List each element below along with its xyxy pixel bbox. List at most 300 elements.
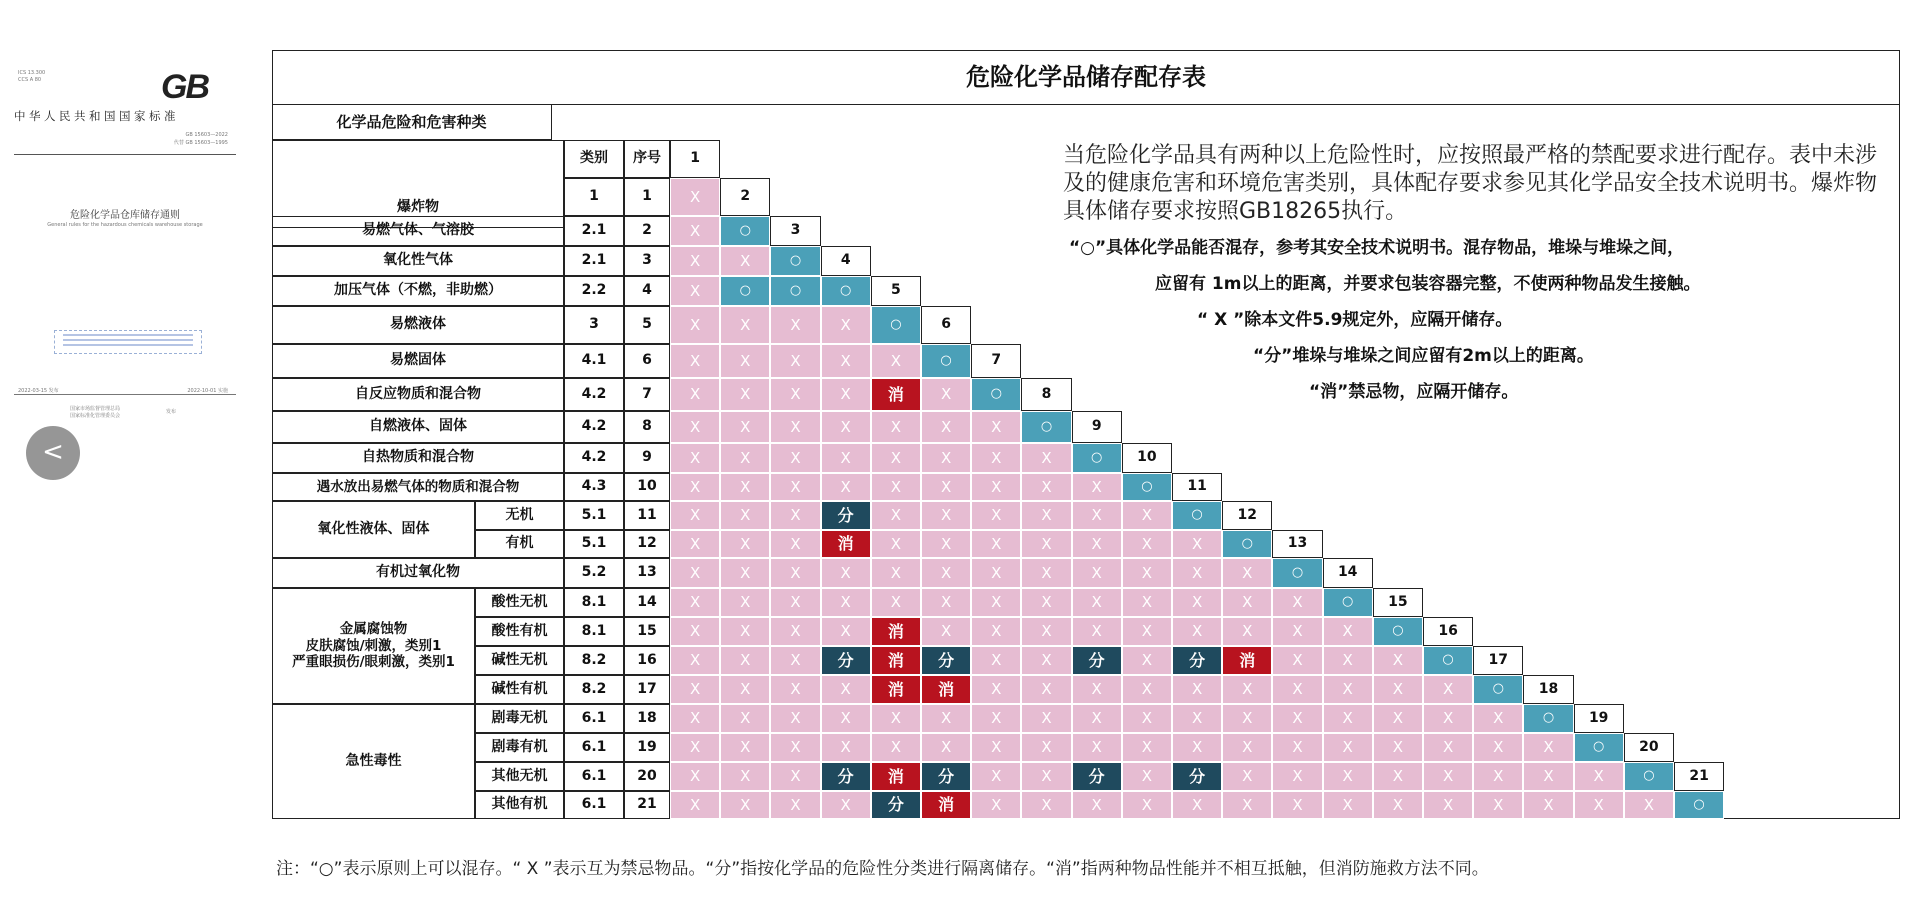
- cell-forbidden: X: [1323, 617, 1373, 646]
- cell-forbidden: X: [1021, 530, 1071, 558]
- cell-forbidden: X: [921, 588, 971, 617]
- issuer-1: 国家市场监督管理总局: [70, 406, 121, 412]
- sub-organic: 有机: [475, 530, 564, 558]
- cell-forbidden: X: [821, 733, 871, 762]
- sub-acid-organic: 酸性有机: [475, 617, 564, 646]
- seq-cell: 21: [624, 791, 670, 819]
- class-cell: 2.1: [564, 246, 624, 276]
- cell-forbidden: X: [821, 704, 871, 733]
- cell-forbidden: X: [1072, 530, 1122, 558]
- cell-forbidden: X: [1272, 588, 1322, 617]
- replaces-code: 代替 GB 15603—1995: [173, 140, 228, 146]
- category-flammable-gas: 易燃气体、气溶胶: [272, 216, 564, 246]
- cell-forbidden: X: [720, 588, 770, 617]
- cell-forbidden: X: [1172, 588, 1222, 617]
- sub-base-inorganic: 碱性无机: [475, 646, 564, 675]
- cell-forbidden: X: [1021, 646, 1071, 675]
- seq-cell: 17: [624, 675, 670, 704]
- cell-mixable: ○: [1272, 558, 1322, 588]
- seq-cell: 2: [624, 216, 670, 246]
- gb-logo: GB: [161, 68, 208, 106]
- column-number: 21: [1674, 762, 1724, 791]
- cell-forbidden: X: [921, 704, 971, 733]
- cell-forbidden: X: [1172, 558, 1222, 588]
- cell-forbidden: X: [670, 276, 720, 306]
- cell-forbidden: X: [1072, 617, 1122, 646]
- previous-button[interactable]: <: [26, 426, 80, 480]
- category-organic-peroxide: 有机过氧化物: [272, 558, 564, 588]
- cell-forbidden: X: [871, 411, 921, 443]
- cell-forbidden: X: [1172, 530, 1222, 558]
- cell-forbidden: X: [1172, 791, 1222, 819]
- issue-word: 发布: [166, 409, 177, 415]
- cell-forbidden: X: [1072, 501, 1122, 530]
- cell-forbidden: X: [821, 378, 871, 411]
- cell-forbidden: X: [971, 704, 1021, 733]
- column-number: 7: [971, 344, 1021, 378]
- cell-fire-diff: 消: [821, 530, 871, 558]
- cell-forbidden: X: [1423, 733, 1473, 762]
- cell-forbidden: X: [770, 344, 820, 378]
- sub-highly-toxic-inorganic: 剧毒无机: [475, 704, 564, 733]
- seq-cell: 16: [624, 646, 670, 675]
- cell-forbidden: X: [1222, 617, 1272, 646]
- cell-mixable: ○: [1373, 617, 1423, 646]
- cell-forbidden: X: [1021, 617, 1071, 646]
- cell-forbidden: X: [670, 246, 720, 276]
- sub-other-inorganic: 其他无机: [475, 762, 564, 791]
- cell-forbidden: X: [921, 411, 971, 443]
- cell-forbidden: X: [1122, 646, 1172, 675]
- issuer-2: 国家标准化管理委员会: [70, 413, 121, 419]
- cell-forbidden: X: [1323, 704, 1373, 733]
- column-header-seq: 序号: [624, 140, 670, 178]
- category-flammable-solid: 易燃固体: [272, 344, 564, 378]
- group-acute-toxicity: 急性毒性: [272, 704, 475, 819]
- column-number: 2: [720, 178, 770, 216]
- cell-forbidden: X: [770, 704, 820, 733]
- cell-forbidden: X: [670, 791, 720, 819]
- cell-forbidden: X: [821, 675, 871, 704]
- class-cell: 4.3: [564, 473, 624, 501]
- cell-forbidden: X: [921, 530, 971, 558]
- class-cell: 8.2: [564, 675, 624, 704]
- sub-acid-inorganic: 酸性无机: [475, 588, 564, 617]
- cell-forbidden: X: [1122, 530, 1172, 558]
- standard-name: 中华人民共和国国家标准: [14, 109, 179, 123]
- cell-forbidden: X: [670, 378, 720, 411]
- cell-separate: 分: [1172, 646, 1222, 675]
- cell-forbidden: X: [670, 443, 720, 473]
- cell-forbidden: X: [921, 473, 971, 501]
- cell-forbidden: X: [720, 675, 770, 704]
- seq-cell: 15: [624, 617, 670, 646]
- cell-forbidden: X: [1222, 558, 1272, 588]
- cell-fire-diff: 消: [921, 675, 971, 704]
- cell-forbidden: X: [670, 306, 720, 344]
- category-self-heating: 自热物质和混合物: [272, 443, 564, 473]
- cell-forbidden: X: [670, 733, 720, 762]
- cell-forbidden: X: [720, 501, 770, 530]
- cell-forbidden: X: [871, 501, 921, 530]
- class-cell: 6.1: [564, 704, 624, 733]
- cell-forbidden: X: [1122, 791, 1172, 819]
- cell-forbidden: X: [821, 558, 871, 588]
- note-o-cont: 应留有 1m以上的距离，并要求包装容器完整，不使两种物品发生接触。: [1155, 274, 1701, 294]
- column-number: 17: [1473, 646, 1523, 675]
- cell-forbidden: X: [670, 178, 720, 216]
- cell-separate: 分: [921, 646, 971, 675]
- column-number: 9: [1072, 411, 1122, 443]
- cell-forbidden: X: [720, 473, 770, 501]
- cell-mixable: ○: [971, 378, 1021, 411]
- cell-forbidden: X: [971, 675, 1021, 704]
- cell-forbidden: X: [770, 733, 820, 762]
- cell-forbidden: X: [670, 558, 720, 588]
- table-title: 危险化学品储存配存表: [272, 50, 1900, 105]
- cell-forbidden: X: [670, 588, 720, 617]
- cell-forbidden: X: [921, 733, 971, 762]
- column-number: 14: [1323, 558, 1373, 588]
- cell-mixable: ○: [770, 276, 820, 306]
- cell-separate: 分: [921, 762, 971, 791]
- class-cell: 6.1: [564, 733, 624, 762]
- cell-forbidden: X: [720, 733, 770, 762]
- cell-forbidden: X: [1373, 675, 1423, 704]
- cell-mixable: ○: [1323, 588, 1373, 617]
- cell-forbidden: X: [871, 443, 921, 473]
- cell-forbidden: X: [720, 791, 770, 819]
- cell-forbidden: X: [821, 411, 871, 443]
- column-number: 1: [670, 140, 720, 178]
- cell-mixable: ○: [1574, 733, 1624, 762]
- cell-forbidden: X: [1473, 791, 1523, 819]
- category-pressurized-gas: 加压气体（不燃，非助燃）: [272, 276, 564, 306]
- cell-separate: 分: [821, 646, 871, 675]
- cell-forbidden: X: [971, 443, 1021, 473]
- cell-forbidden: X: [871, 733, 921, 762]
- cell-forbidden: X: [1373, 733, 1423, 762]
- cell-forbidden: X: [1272, 762, 1322, 791]
- cell-forbidden: X: [1021, 588, 1071, 617]
- cell-forbidden: X: [1122, 588, 1172, 617]
- cell-forbidden: X: [1021, 704, 1071, 733]
- cell-forbidden: X: [971, 646, 1021, 675]
- cell-forbidden: X: [821, 617, 871, 646]
- cell-forbidden: X: [770, 501, 820, 530]
- cell-forbidden: X: [971, 558, 1021, 588]
- cell-forbidden: X: [1423, 791, 1473, 819]
- cell-forbidden: X: [1222, 762, 1272, 791]
- sub-base-organic: 碱性有机: [475, 675, 564, 704]
- cell-forbidden: X: [921, 617, 971, 646]
- cell-forbidden: X: [670, 216, 720, 246]
- cell-fire-diff: 消: [1222, 646, 1272, 675]
- cell-forbidden: X: [971, 588, 1021, 617]
- cell-forbidden: X: [1272, 733, 1322, 762]
- cell-forbidden: X: [971, 791, 1021, 819]
- cell-forbidden: X: [1072, 704, 1122, 733]
- cell-forbidden: X: [1021, 558, 1071, 588]
- cell-fire-diff: 消: [871, 675, 921, 704]
- pub-date: 2022-03-15 发布: [18, 388, 59, 394]
- class-cell: 8.1: [564, 588, 624, 617]
- cell-forbidden: X: [1172, 704, 1222, 733]
- cell-forbidden: X: [720, 306, 770, 344]
- seq-cell: 10: [624, 473, 670, 501]
- cell-forbidden: X: [770, 378, 820, 411]
- cell-forbidden: X: [1574, 762, 1624, 791]
- class-cell: 4.2: [564, 443, 624, 473]
- cell-forbidden: X: [1072, 675, 1122, 704]
- cell-forbidden: X: [871, 704, 921, 733]
- seq-cell: 12: [624, 530, 670, 558]
- note-o: “○”具体化学品能否混存，参考其安全技术说明书。混存物品，堆垛与堆垛之间，: [1069, 238, 1685, 258]
- cell-forbidden: X: [821, 344, 871, 378]
- seq-cell: 13: [624, 558, 670, 588]
- cell-separate: 分: [821, 762, 871, 791]
- cell-forbidden: X: [821, 473, 871, 501]
- cell-forbidden: X: [670, 530, 720, 558]
- group-oxidizing: 氧化性液体、固体: [272, 501, 475, 558]
- cell-forbidden: X: [1272, 646, 1322, 675]
- class-cell: 5.2: [564, 558, 624, 588]
- seq-cell: 8: [624, 411, 670, 443]
- cell-forbidden: X: [1272, 791, 1322, 819]
- sub-highly-toxic-organic: 剧毒有机: [475, 733, 564, 762]
- column-number: 10: [1122, 443, 1172, 473]
- category-oxidizing-gas: 氧化性气体: [272, 246, 564, 276]
- column-number: 16: [1423, 617, 1473, 646]
- cell-forbidden: X: [1072, 473, 1122, 501]
- cell-forbidden: X: [821, 588, 871, 617]
- cell-forbidden: X: [1473, 704, 1523, 733]
- cell-forbidden: X: [1222, 675, 1272, 704]
- cell-mixable: ○: [1473, 675, 1523, 704]
- note-xiao: “消”禁忌物，应隔开储存。: [1309, 382, 1519, 402]
- group-corrosive: 金属腐蚀物 皮肤腐蚀/刺激，类别1 严重眼损伤/眼刺激，类别1: [272, 588, 475, 704]
- cell-forbidden: X: [670, 675, 720, 704]
- category-pyrophoric: 自燃液体、固体: [272, 411, 564, 443]
- cell-forbidden: X: [821, 791, 871, 819]
- cell-forbidden: X: [1523, 733, 1573, 762]
- cell-forbidden: X: [1323, 791, 1373, 819]
- seq-cell: 14: [624, 588, 670, 617]
- column-number: 19: [1574, 704, 1624, 733]
- cell-forbidden: X: [770, 558, 820, 588]
- cell-forbidden: X: [1272, 617, 1322, 646]
- cell-forbidden: X: [871, 473, 921, 501]
- cell-mixable: ○: [1072, 443, 1122, 473]
- note-x: “ X ”除本文件5.9规定外，应隔开储存。: [1197, 310, 1513, 330]
- category-explosives: 爆炸物: [272, 140, 564, 228]
- cell-forbidden: X: [1021, 762, 1071, 791]
- cell-separate: 分: [1172, 762, 1222, 791]
- cell-forbidden: X: [1574, 791, 1624, 819]
- cell-forbidden: X: [921, 378, 971, 411]
- column-number: 3: [770, 216, 820, 246]
- cell-forbidden: X: [1624, 791, 1674, 819]
- note-fen: “分”堆垛与堆垛之间应留有2m以上的距离。: [1253, 346, 1594, 366]
- seq-cell: 3: [624, 246, 670, 276]
- class-cell: 4.2: [564, 378, 624, 411]
- column-number: 5: [871, 276, 921, 306]
- cell-forbidden: X: [670, 344, 720, 378]
- cell-mixable: ○: [1021, 411, 1071, 443]
- cell-fire-diff: 消: [871, 646, 921, 675]
- cell-mixable: ○: [1423, 646, 1473, 675]
- cell-mixable: ○: [1674, 791, 1724, 819]
- cell-forbidden: X: [720, 704, 770, 733]
- column-number: 12: [1222, 501, 1272, 530]
- cell-forbidden: X: [1222, 791, 1272, 819]
- cell-forbidden: X: [971, 617, 1021, 646]
- class-cell: 3: [564, 306, 624, 344]
- column-header-class: 类别: [564, 140, 624, 178]
- footnote: 注：“○”表示原则上可以混存。“ X ”表示互为禁忌物品。“分”指按化学品的危险性分类进行隔离储存。“消”指两种物品性能并不相互抵触，但消防施救方法不同。: [276, 859, 1489, 879]
- cell-forbidden: X: [1072, 558, 1122, 588]
- cell-forbidden: X: [871, 344, 921, 378]
- class-cell: 4.1: [564, 344, 624, 378]
- class-cell: 4.2: [564, 411, 624, 443]
- cell-forbidden: X: [1021, 501, 1071, 530]
- seq-cell: 5: [624, 306, 670, 344]
- cell-forbidden: X: [1473, 733, 1523, 762]
- cell-forbidden: X: [1021, 791, 1071, 819]
- column-number: 11: [1172, 473, 1222, 501]
- header-label: 化学品危险和危害种类: [272, 105, 552, 140]
- cell-forbidden: X: [720, 530, 770, 558]
- cell-mixable: ○: [720, 216, 770, 246]
- cell-fire-diff: 消: [871, 617, 921, 646]
- cell-forbidden: X: [1122, 733, 1172, 762]
- cell-forbidden: X: [770, 530, 820, 558]
- notes-panel: [1063, 142, 1893, 410]
- cell-mixable: ○: [1523, 704, 1573, 733]
- cell-fire-diff: 消: [871, 378, 921, 411]
- column-number: 15: [1373, 588, 1423, 617]
- cell-forbidden: X: [1021, 443, 1071, 473]
- notes-paragraph: 当危险化学品具有两种以上危险性时，应按照最严格的禁配要求进行配存。表中未涉及的健康危害和环境危害类别，具体配存要求参见其化学品安全技术说明书。爆炸物具体储存要求按照GB18265执行。: [1063, 143, 1878, 224]
- cell-forbidden: X: [1172, 733, 1222, 762]
- cell-forbidden: X: [670, 704, 720, 733]
- thumb-doc-title: 危险化学品仓库储存通则: [70, 210, 180, 221]
- cell-forbidden: X: [1122, 704, 1172, 733]
- cell-forbidden: X: [1323, 762, 1373, 791]
- cell-forbidden: X: [670, 411, 720, 443]
- seq-cell: 1: [624, 178, 670, 216]
- cell-mixable: ○: [821, 276, 871, 306]
- sub-other-organic: 其他有机: [475, 791, 564, 819]
- impl-date: 2022-10-01 实施: [187, 388, 228, 394]
- thumb-doc-subtitle: General rules for the hazardous chemicals warehouse storage: [47, 222, 203, 228]
- cell-forbidden: X: [670, 762, 720, 791]
- cell-fire-diff: 消: [921, 791, 971, 819]
- cell-forbidden: X: [720, 762, 770, 791]
- cell-forbidden: X: [1021, 733, 1071, 762]
- cell-forbidden: X: [971, 733, 1021, 762]
- seq-cell: 7: [624, 378, 670, 411]
- cell-forbidden: X: [1272, 704, 1322, 733]
- cell-forbidden: X: [1373, 791, 1423, 819]
- seq-cell: 9: [624, 443, 670, 473]
- cell-forbidden: X: [770, 762, 820, 791]
- seq-cell: 11: [624, 501, 670, 530]
- seq-cell: 6: [624, 344, 670, 378]
- cell-forbidden: X: [1323, 675, 1373, 704]
- cell-forbidden: X: [921, 501, 971, 530]
- sub-inorganic: 无机: [475, 501, 564, 530]
- class-cell: 2.1: [564, 216, 624, 246]
- cell-forbidden: X: [1072, 791, 1122, 819]
- cell-forbidden: X: [1021, 473, 1071, 501]
- cell-forbidden: X: [821, 306, 871, 344]
- cell-forbidden: X: [770, 617, 820, 646]
- cell-forbidden: X: [971, 473, 1021, 501]
- cell-forbidden: X: [770, 588, 820, 617]
- cell-mixable: ○: [770, 246, 820, 276]
- cell-forbidden: X: [921, 558, 971, 588]
- cell-forbidden: X: [670, 501, 720, 530]
- cell-forbidden: X: [1272, 675, 1322, 704]
- cell-mixable: ○: [1222, 530, 1272, 558]
- cell-forbidden: X: [1172, 617, 1222, 646]
- cell-forbidden: X: [871, 558, 921, 588]
- standard-code: GB 15603—2022: [185, 132, 228, 138]
- cell-forbidden: X: [871, 588, 921, 617]
- cell-forbidden: X: [670, 473, 720, 501]
- cell-forbidden: X: [1122, 762, 1172, 791]
- cell-forbidden: X: [971, 501, 1021, 530]
- cell-forbidden: X: [720, 558, 770, 588]
- class-cell: 8.1: [564, 617, 624, 646]
- ics-code: ICS 13.300: [18, 70, 46, 76]
- cell-forbidden: X: [770, 443, 820, 473]
- cell-mixable: ○: [871, 306, 921, 344]
- column-number: 6: [921, 306, 971, 344]
- category-water-reactive: 遇水放出易燃气体的物质和混合物: [272, 473, 564, 501]
- cell-forbidden: X: [1122, 675, 1172, 704]
- cell-forbidden: X: [1122, 558, 1172, 588]
- class-cell: 8.2: [564, 646, 624, 675]
- cell-forbidden: X: [1373, 762, 1423, 791]
- seq-cell: 19: [624, 733, 670, 762]
- class-cell: 2.2: [564, 276, 624, 306]
- cell-forbidden: X: [1122, 501, 1172, 530]
- cell-forbidden: X: [971, 411, 1021, 443]
- category-self-reactive: 自反应物质和混合物: [272, 378, 564, 411]
- cell-forbidden: X: [1222, 733, 1272, 762]
- seq-cell: 4: [624, 276, 670, 306]
- cell-forbidden: X: [971, 762, 1021, 791]
- cell-forbidden: X: [1072, 733, 1122, 762]
- column-number: 8: [1021, 378, 1071, 411]
- cell-forbidden: X: [1021, 675, 1071, 704]
- cell-forbidden: X: [720, 617, 770, 646]
- column-number: 20: [1624, 733, 1674, 762]
- class-cell: 6.1: [564, 791, 624, 819]
- cell-forbidden: X: [1222, 588, 1272, 617]
- cell-separate: 分: [821, 501, 871, 530]
- cell-forbidden: X: [720, 411, 770, 443]
- cell-forbidden: X: [720, 646, 770, 675]
- cell-forbidden: X: [1373, 704, 1423, 733]
- cell-forbidden: X: [1423, 675, 1473, 704]
- class-cell: 6.1: [564, 762, 624, 791]
- category-flammable-liquid: 易燃液体: [272, 306, 564, 344]
- cell-forbidden: X: [720, 378, 770, 411]
- cell-forbidden: X: [770, 473, 820, 501]
